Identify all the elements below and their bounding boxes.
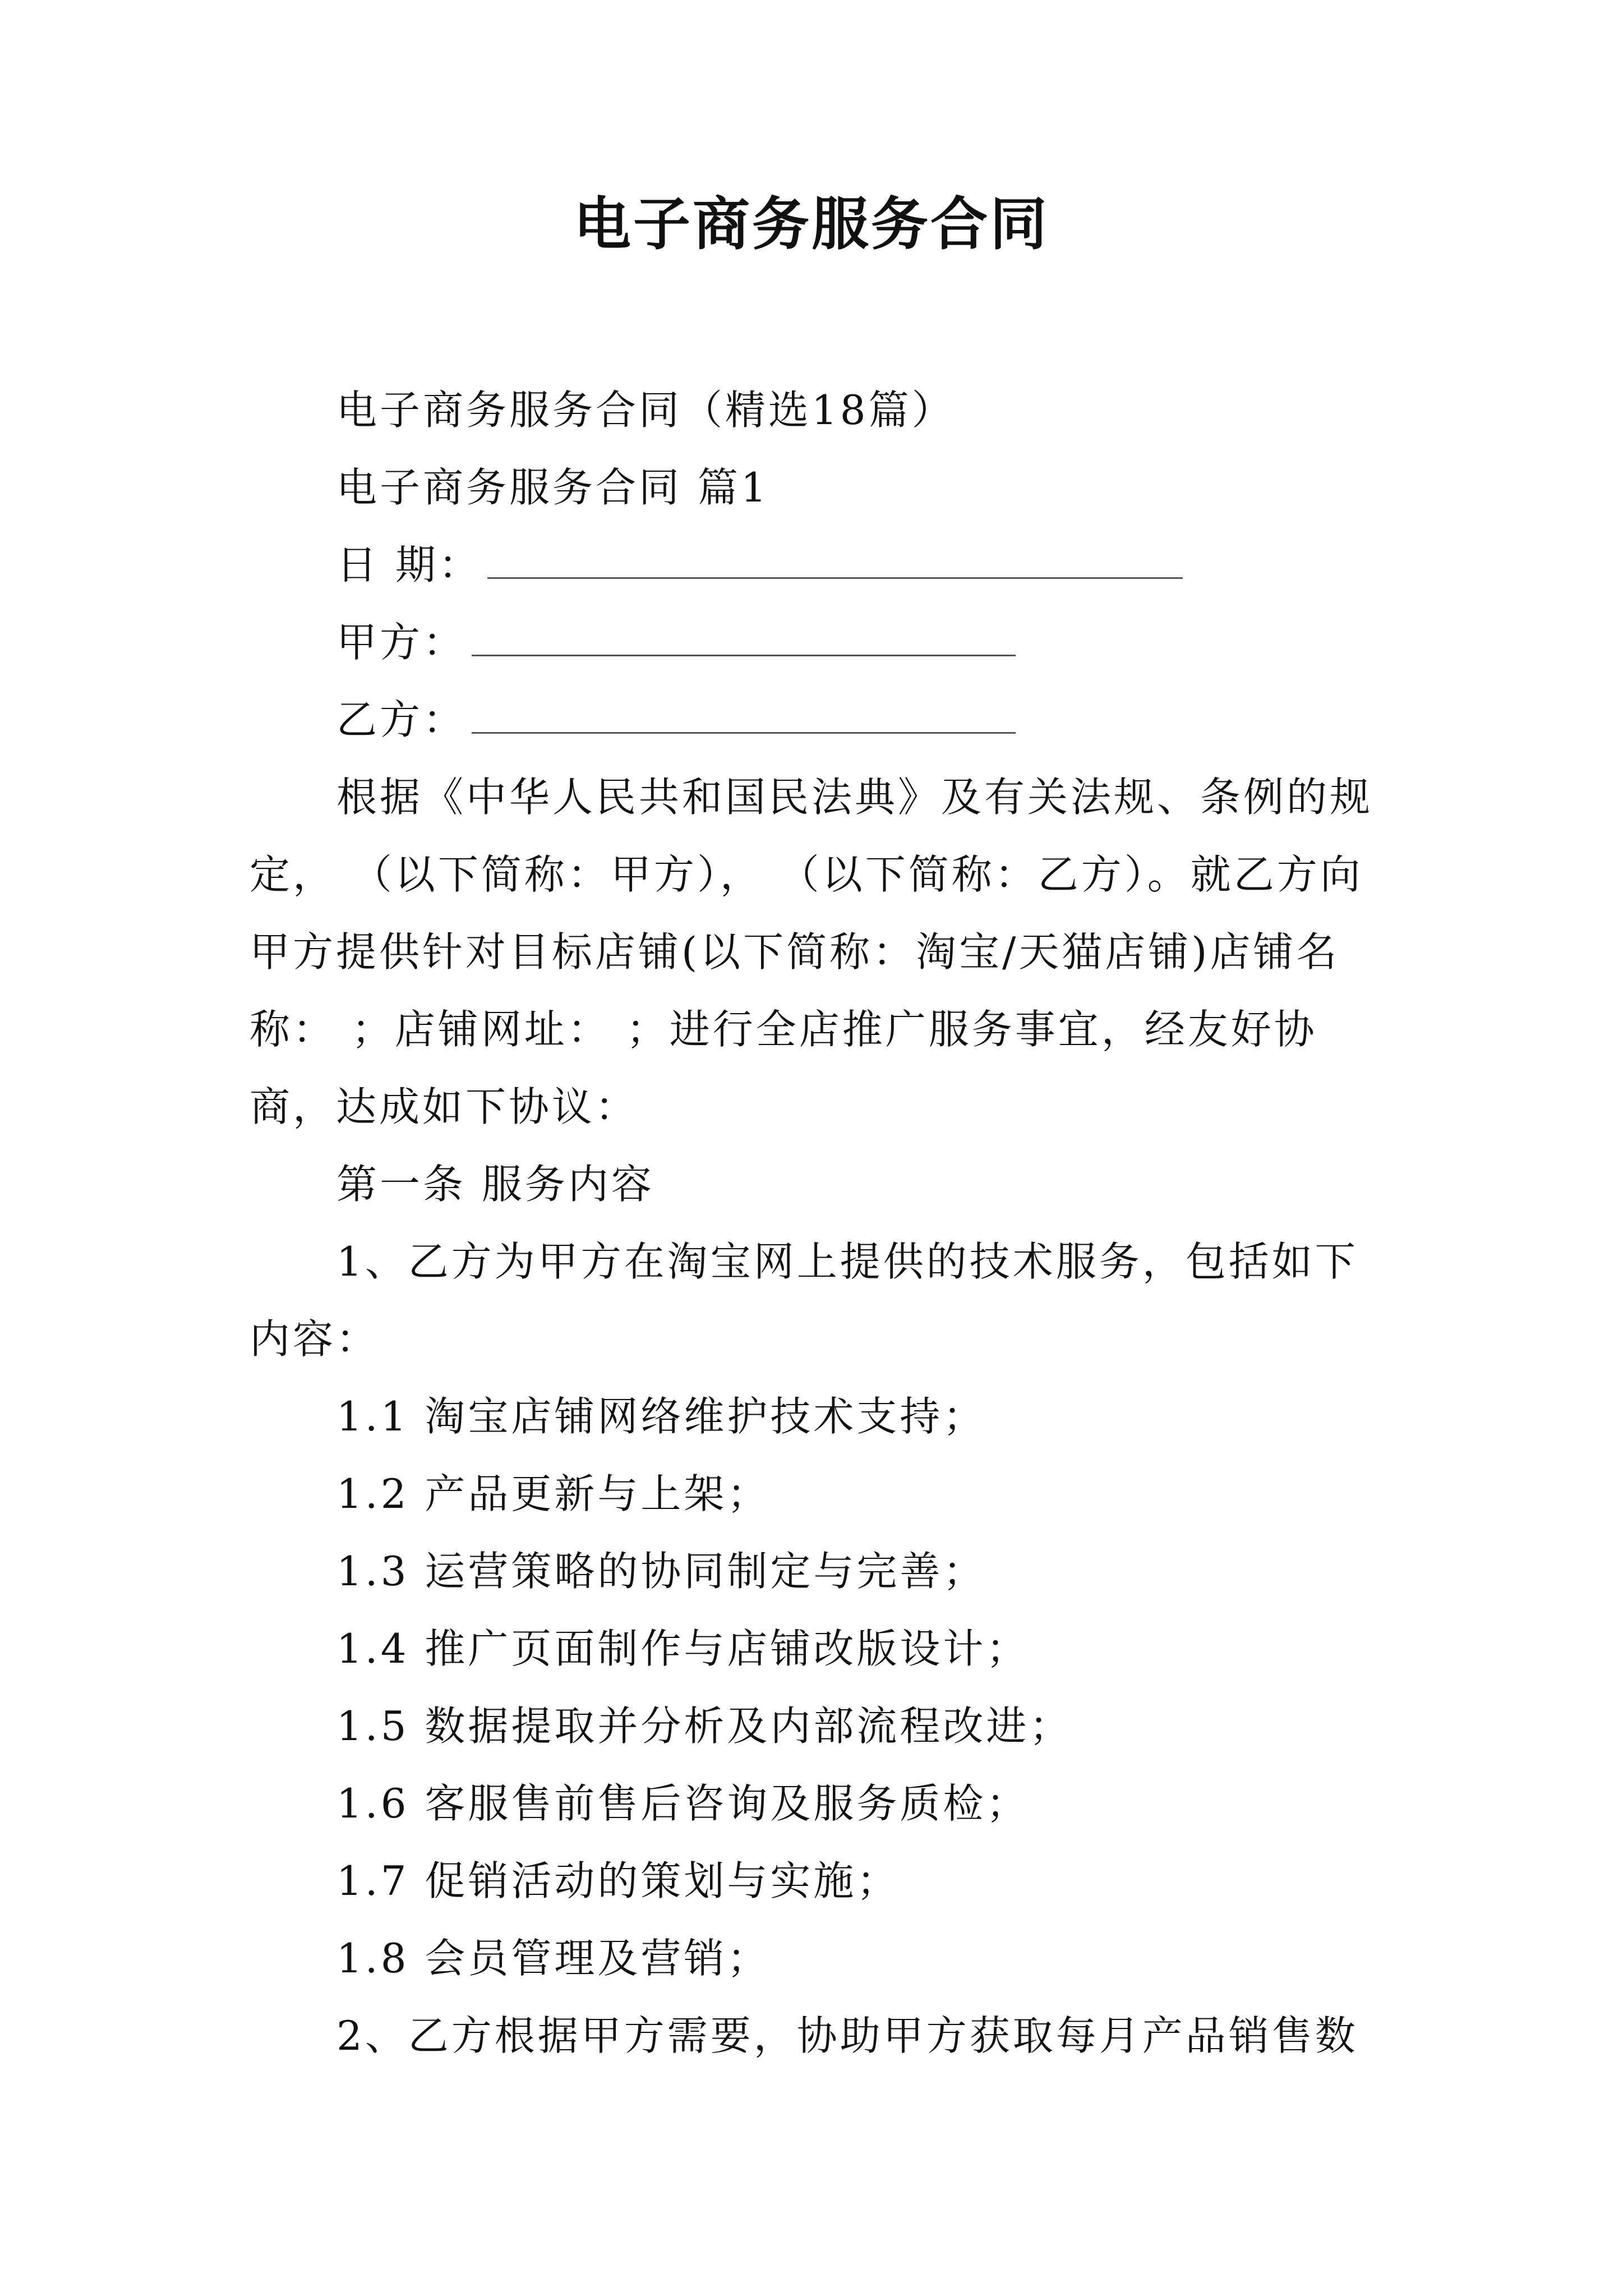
service-item: 1.5 数据提取并分析及内部流程改进； bbox=[336, 1703, 1073, 1750]
article-1-heading: 第一条 服务内容 bbox=[336, 1161, 654, 1208]
party-a-blank-line bbox=[472, 621, 1016, 656]
date-field bbox=[250, 526, 1382, 604]
service-item: 1.4 推广页面制作与店铺改版设计； bbox=[336, 1625, 1030, 1672]
section-heading: 电子商务服务合同 篇1 bbox=[336, 464, 769, 511]
date-label: 日 期： bbox=[336, 541, 482, 588]
party-b-label: 乙方： bbox=[336, 696, 467, 743]
clause-2-paragraph: 2、乙方根据甲方需要，协助甲方获取每月产品销售数 bbox=[336, 2012, 1358, 2059]
document-body bbox=[250, 371, 1382, 2074]
service-item: 1.6 客服售前售后咨询及服务质检； bbox=[336, 1780, 1030, 1827]
document-title: 电子商务服务合同 bbox=[574, 191, 1049, 258]
service-item: 1.1 淘宝店铺网络维护技术支持； bbox=[336, 1393, 986, 1440]
clause-1-paragraph: 1、乙方为甲方在淘宝网上提供的技术服务，包括如下内容： bbox=[250, 1238, 1358, 1363]
party-a-label: 甲方： bbox=[336, 619, 467, 666]
service-item: 1.2 产品更新与上架； bbox=[336, 1470, 771, 1517]
date-blank-line bbox=[487, 544, 1183, 579]
document-subtitle: 电子商务服务合同（精选18篇） bbox=[336, 386, 955, 434]
service-item: 1.7 促销活动的策划与实施； bbox=[336, 1857, 900, 1904]
party-b-field bbox=[250, 681, 1382, 758]
party-a-field bbox=[250, 604, 1382, 681]
service-item: 1.8 会员管理及营销； bbox=[336, 1935, 771, 1982]
party-b-blank-line bbox=[472, 698, 1016, 734]
preamble-paragraph: 根据《中华人民共和国民法典》及有关法规、条例的规定， （以下简称：甲方）， （以下简称：乙方）。就乙方向甲方提供针对目标店铺(以下简称：淘宝/天猫店铺)店铺名称： ；店铺网址： ；进行全店推广服务事宜，经友好协商，达成如下协议： bbox=[250, 774, 1373, 1130]
service-item: 1.3 运营策略的协同制定与完善； bbox=[336, 1548, 986, 1595]
